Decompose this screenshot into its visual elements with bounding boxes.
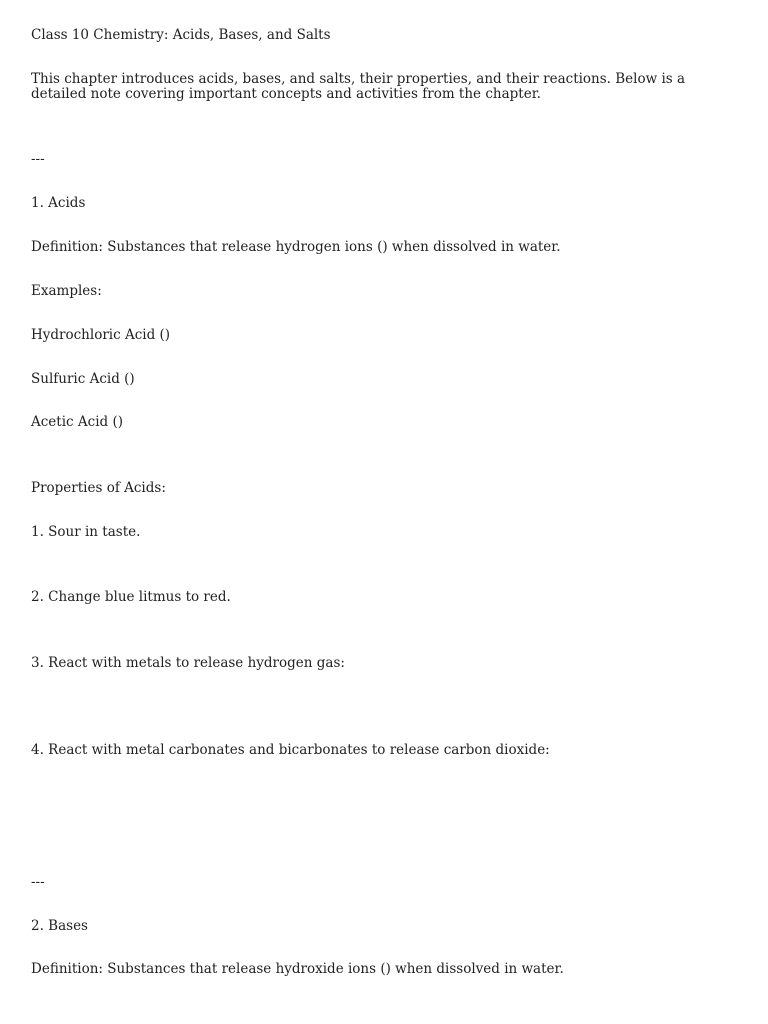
acid-example: Hydrochloric Acid () — [31, 327, 171, 343]
acids-properties-label: Properties of Acids: — [31, 480, 166, 496]
acid-property: 3. React with metals to release hydrogen gas: — [31, 655, 345, 671]
bases-heading: 2. Bases — [31, 918, 88, 934]
section-divider: --- — [31, 151, 45, 167]
intro-paragraph: This chapter introduces acids, bases, and salts, their properties, and their reactions. Below is a detailed note covering important concepts and activities from the chapter. — [31, 71, 686, 102]
acids-examples-label: Examples: — [31, 283, 102, 299]
acid-property: 1. Sour in taste. — [31, 524, 141, 540]
acids-heading: 1. Acids — [31, 195, 86, 211]
acid-example: Sulfuric Acid () — [31, 371, 135, 387]
acid-example: Acetic Acid () — [31, 414, 123, 430]
bases-definition: Definition: Substances that release hydroxide ions () when dissolved in water. — [31, 961, 564, 977]
acid-property: 4. React with metal carbonates and bicarbonates to release carbon dioxide: — [31, 742, 550, 758]
section-divider: --- — [31, 874, 45, 890]
acid-property: 2. Change blue litmus to red. — [31, 589, 231, 605]
acids-definition: Definition: Substances that release hydrogen ions () when dissolved in water. — [31, 239, 561, 255]
document-title: Class 10 Chemistry: Acids, Bases, and Salts — [31, 27, 331, 43]
